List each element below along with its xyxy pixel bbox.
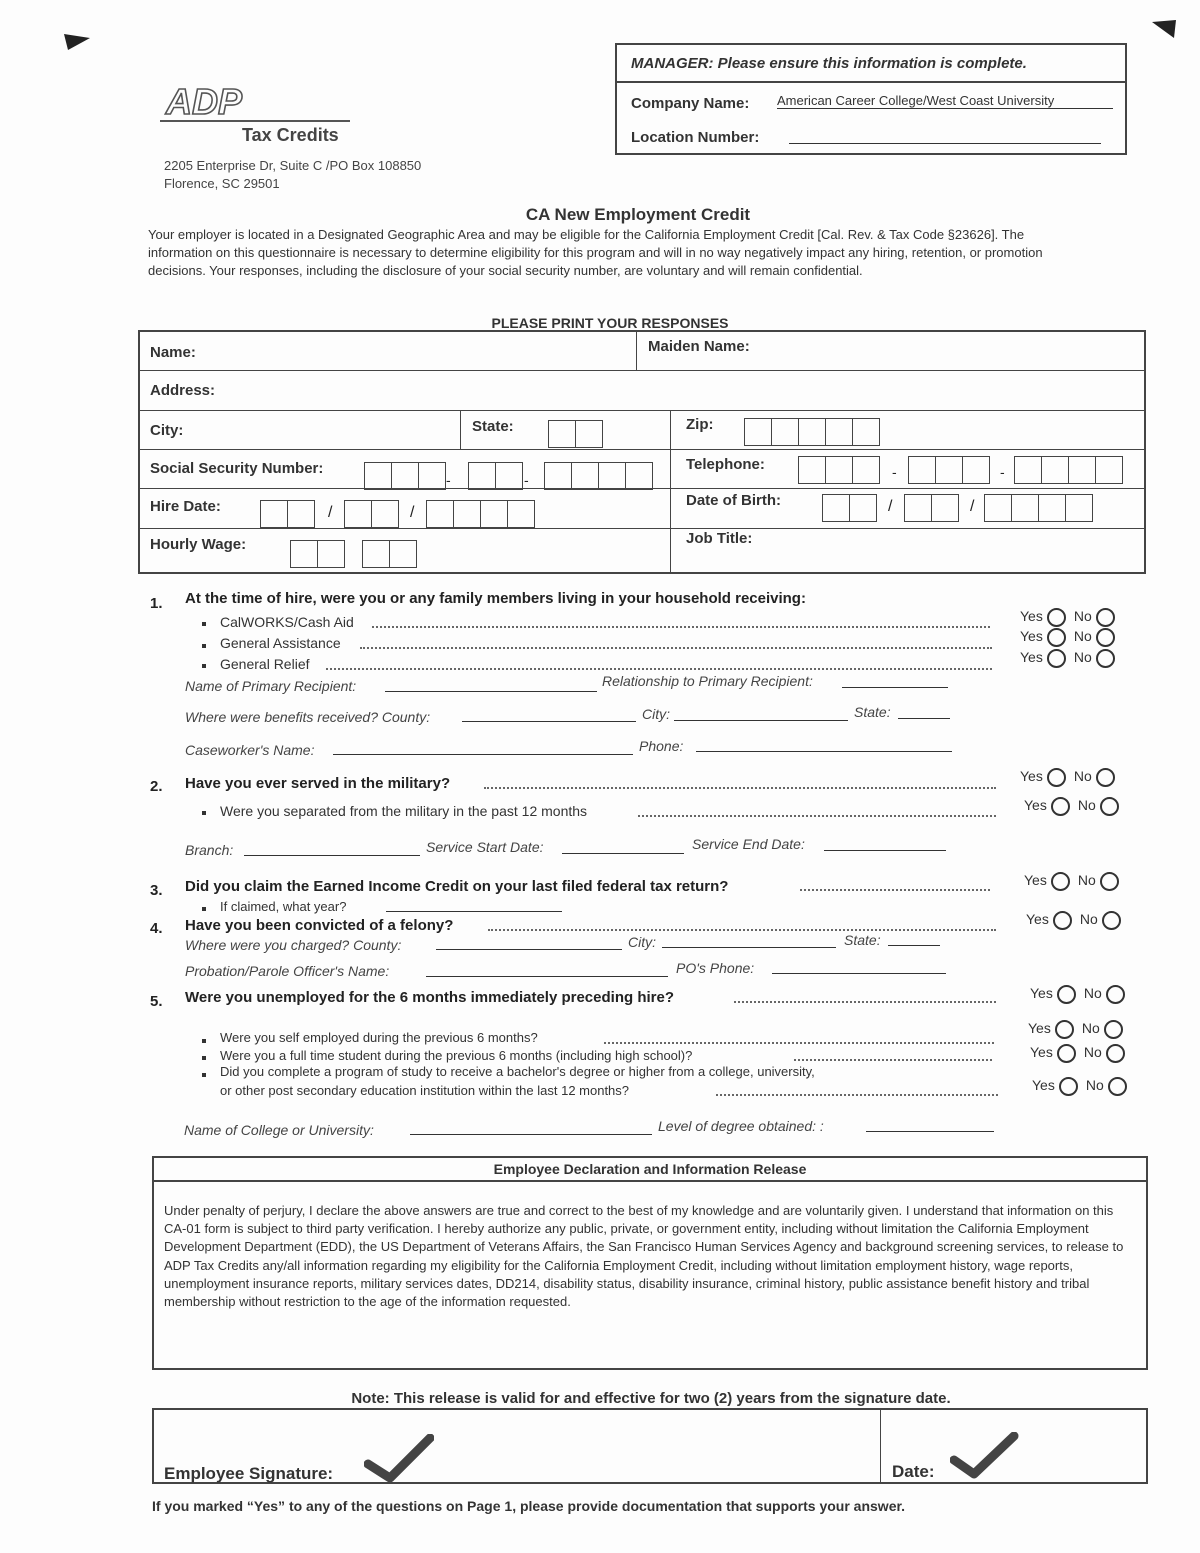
benefits-state-label: State: <box>854 704 891 720</box>
address-label: Address: <box>150 382 216 399</box>
benefits-city-field[interactable] <box>674 720 848 721</box>
hourly-wage-label: Hourly Wage: <box>150 536 247 553</box>
q5-sub-1: Were you self employed during the previous 6 months? <box>220 1030 538 1045</box>
primary-recipient-label: Name of Primary Recipient: <box>185 678 357 694</box>
branch-label: Branch: <box>185 842 234 858</box>
manager-heading: MANAGER: Please ensure this information is complete. <box>631 55 1027 72</box>
charged-city-label: City: <box>628 934 656 950</box>
q2-sub-text: Were you separated from the military in the past 12 months <box>220 803 588 819</box>
caseworker-label: Caseworker's Name: <box>185 742 315 758</box>
q1-item-3-radios[interactable]: Yes No <box>1020 649 1123 668</box>
q5-sub-1-radios[interactable]: Yes No <box>1028 1020 1131 1039</box>
charged-county-field[interactable] <box>436 949 622 950</box>
benefits-city-label: City: <box>642 706 670 722</box>
location-number-label: Location Number: <box>631 129 760 146</box>
q1-number: 1. <box>150 595 163 612</box>
service-start-label: Service Start Date: <box>426 839 544 855</box>
q4-number: 4. <box>150 920 163 937</box>
q3-sub-text: If claimed, what year? <box>220 899 347 914</box>
footer-note: If you marked “Yes” to any of the questions on Page 1, please provide documentation that supports your answer. <box>152 1498 906 1514</box>
branch-field[interactable] <box>244 855 420 856</box>
hire-date-label: Hire Date: <box>150 498 221 515</box>
relationship-field[interactable] <box>842 687 948 688</box>
job-title-label: Job Title: <box>686 530 753 547</box>
ssn-label: Social Security Number: <box>150 460 324 477</box>
employee-info-grid: Name: Maiden Name: Address: City: State: Zip: Social Security Number: - - Telephone: - - Hire Date: / / Date of Birth: / / Hourly Wage: Job Title: <box>138 330 1146 574</box>
corner-mark-left <box>64 34 92 52</box>
benefits-county-field[interactable] <box>462 721 636 722</box>
ssn-boxes-1[interactable] <box>364 462 445 490</box>
city-label: City: <box>150 422 184 439</box>
release-note: Note: This release is valid for and effective for two (2) years from the signature date. <box>351 1390 951 1407</box>
manager-box <box>615 43 1127 155</box>
wage-cents[interactable] <box>362 540 416 568</box>
ssn-boxes-3[interactable] <box>544 462 652 490</box>
primary-recipient-field[interactable] <box>385 691 597 692</box>
college-field[interactable] <box>410 1134 652 1135</box>
hire-date-month[interactable] <box>260 500 314 528</box>
eic-year-field[interactable] <box>386 911 562 912</box>
q5-text: Were you unemployed for the 6 months immediately preceding hire? <box>185 989 674 1006</box>
logo-rule <box>160 120 350 122</box>
q5-number: 5. <box>150 993 163 1010</box>
officer-label: Probation/Parole Officer's Name: <box>185 963 390 979</box>
q5-sub-3-line-1: Did you complete a program of study to receive a bachelor's degree or higher from a college, university, <box>220 1064 815 1079</box>
relationship-label: Relationship to Primary Recipient: <box>602 673 813 689</box>
employee-signature-label: Employee Signature: <box>164 1464 334 1483</box>
zip-boxes[interactable] <box>744 418 879 446</box>
state-boxes[interactable] <box>548 420 602 448</box>
q3-radios[interactable]: Yes No <box>1024 872 1127 891</box>
name-label: Name: <box>150 344 196 361</box>
q2-radios[interactable]: Yes No <box>1020 768 1123 787</box>
q1-text: At the time of hire, were you or any family members living in your household receiving: <box>185 590 806 607</box>
declaration-box <box>152 1156 1148 1370</box>
location-number-field[interactable] <box>789 143 1101 144</box>
phone-boxes-1[interactable] <box>798 456 879 484</box>
q3-number: 3. <box>150 882 163 899</box>
phone-boxes-3[interactable] <box>1014 456 1122 484</box>
wage-dollars[interactable] <box>290 540 344 568</box>
maiden-name-label: Maiden Name: <box>648 338 750 355</box>
service-end-field[interactable] <box>824 850 946 851</box>
company-name-label: Company Name: <box>631 95 750 112</box>
q1-item-1: CalWORKS/Cash Aid <box>220 614 354 630</box>
print-note: PLEASE PRINT YOUR RESPONSES <box>491 315 729 331</box>
q1-item-1-radios[interactable]: Yes No <box>1020 608 1123 627</box>
phone-boxes-2[interactable] <box>908 456 989 484</box>
charged-county-label: Where were you charged? County: <box>185 937 402 953</box>
dob-label: Date of Birth: <box>686 492 781 509</box>
address-line-2: Florence, SC 29501 <box>164 176 280 191</box>
intro-paragraph: Your employer is located in a Designated Geographic Area and may be eligible for the California Employment Credit [Cal. Rev. & Tax Code §23626]. The information on this questionnaire is necessary to determine eligibility for this program and will in no way negatively impact any hiring, retention, or promotion decisions. Your responses, including the disclosure of your social security number, are voluntary and will remain confidential. <box>148 227 1043 278</box>
service-end-label: Service End Date: <box>692 836 805 852</box>
caseworker-phone-label: Phone: <box>639 738 684 754</box>
q5-sub-3-radios[interactable]: Yes No <box>1032 1077 1135 1096</box>
college-label: Name of College or University: <box>184 1122 374 1138</box>
caseworker-field[interactable] <box>333 754 633 755</box>
q2-text: Have you ever served in the military? <box>185 775 451 792</box>
q1-item-3: General Relief <box>220 656 310 672</box>
brand-subtitle: Tax Credits <box>242 125 339 145</box>
company-name-value: American Career College/West Coast University <box>777 93 1113 109</box>
dob-year[interactable] <box>984 494 1092 522</box>
po-phone-field[interactable] <box>772 973 946 974</box>
declaration-body: Under penalty of perjury, I declare the above answers are true and correct to the best of my knowledge and are voluntarily given. I understand that information on this CA-01 form is subject to third party verification. I hereby authorize any public, private, or government entity, including without limitation the California Employment Development Department (EDD), the US Department of Veterans Affairs, the San Francisco Human Services Agency and background screening services, to release to ADP Tax Credits any/all information regarding my eligibility for the California Employment Credit, including without limitation employment history, wage reports, unemployment insurance reports, military services dates, DD214, disability status, disability insurance, criminal history, public assistance benefit history and tribal membership without restriction to the age of the information requested. <box>164 1203 1124 1310</box>
degree-label: Level of degree obtained: : <box>658 1118 824 1134</box>
q4-radios[interactable]: Yes No <box>1026 911 1129 930</box>
address-line-1: 2205 Enterprise Dr, Suite C /PO Box 108850 <box>164 158 422 173</box>
benefits-state-field[interactable] <box>898 718 950 719</box>
charged-state-field[interactable] <box>888 945 940 946</box>
declaration-heading: Employee Declaration and Information Release <box>493 1161 807 1177</box>
po-phone-label: PO's Phone: <box>676 960 755 976</box>
benefits-county-label: Where were benefits received? County: <box>185 709 431 725</box>
degree-field[interactable] <box>866 1131 994 1132</box>
state-label: State: <box>472 418 514 435</box>
q2-number: 2. <box>150 778 163 795</box>
q1-item-2: General Assistance <box>220 635 341 651</box>
corner-mark-right <box>1152 20 1178 40</box>
q5-radios[interactable]: Yes No <box>1030 985 1133 1004</box>
q3-text: Did you claim the Earned Income Credit on your last filed federal tax return? <box>185 878 729 895</box>
telephone-label: Telephone: <box>686 456 765 473</box>
q5-sub-2: Were you a full time student during the previous 6 months (including high school)? <box>220 1048 693 1063</box>
q5-sub-2-radios[interactable]: Yes No <box>1030 1044 1133 1063</box>
service-start-field[interactable] <box>562 853 684 854</box>
q1-item-2-radios[interactable]: Yes No <box>1020 628 1123 647</box>
date-checkmark-icon[interactable] <box>950 1432 1020 1482</box>
date-label: Date: <box>892 1462 935 1481</box>
caseworker-phone-field[interactable] <box>696 751 952 752</box>
officer-field[interactable] <box>426 976 668 977</box>
charged-state-label: State: <box>844 932 881 948</box>
q4-text: Have you been convicted of a felony? <box>185 917 454 934</box>
svg-text:ADP: ADP <box>166 82 243 122</box>
dob-day[interactable] <box>904 494 958 522</box>
form-title: CA New Employment Credit <box>525 205 751 224</box>
zip-label: Zip: <box>686 416 714 433</box>
charged-city-field[interactable] <box>662 947 836 948</box>
ssn-boxes-2[interactable] <box>468 462 522 490</box>
hire-date-day[interactable] <box>344 500 398 528</box>
q2-sub-radios[interactable]: Yes No <box>1024 797 1127 816</box>
hire-date-year[interactable] <box>426 500 534 528</box>
signature-checkmark-icon[interactable] <box>364 1434 434 1484</box>
dob-month[interactable] <box>822 494 876 522</box>
q5-sub-3-line-2: or other post secondary education institution within the last 12 months? <box>220 1083 630 1098</box>
